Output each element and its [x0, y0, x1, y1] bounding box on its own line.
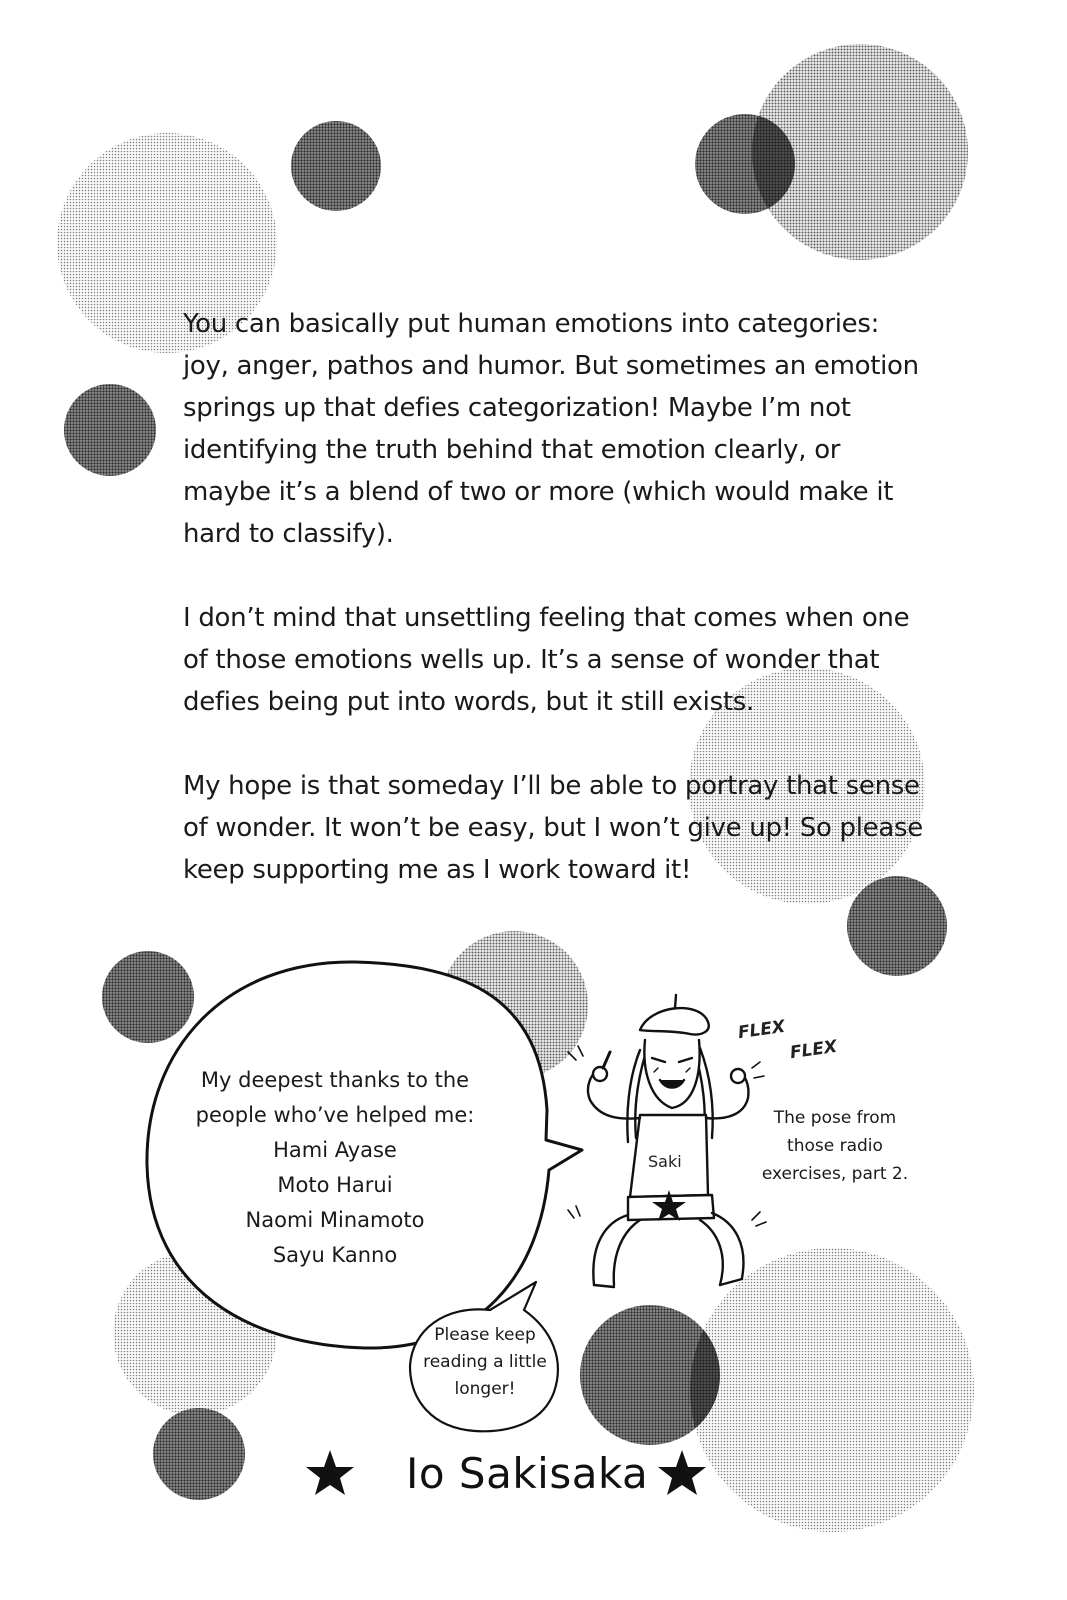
character-illustration — [568, 995, 766, 1287]
caption-line: exercises, part 2. — [761, 1164, 909, 1184]
helper-name: Naomi Minamoto — [245, 1208, 425, 1232]
caption-line: The pose from — [773, 1108, 897, 1128]
sfx-flex: FLEX — [788, 1036, 839, 1064]
small-bubble-line: longer! — [454, 1379, 516, 1399]
star-icon — [306, 1450, 354, 1495]
helper-name: Hami Ayase — [273, 1138, 397, 1162]
thanks-line: My deepest thanks to the — [200, 1068, 470, 1092]
paragraph: You can basically put human emotions into categories: joy, anger, pathos and humor. But sometimes an emotion springs up that defies categorization! Maybe I’m not identifying the truth behind that emotion clearly, or maybe it’s a blend of two or more (which would make it hard to classify). — [183, 309, 919, 549]
thanks-line: people who’ve helped me: — [195, 1103, 475, 1127]
paragraph: I don’t mind that unsettling feeling that comes when one of those emotions wells up. It’s a sense of wonder that defies being put into words, but it still exists. — [183, 603, 910, 717]
small-bubble-line: Please keep — [434, 1325, 536, 1345]
afterword-body — [183, 303, 923, 933]
halftone-circle — [690, 1248, 974, 1532]
helper-name: Moto Harui — [277, 1173, 393, 1197]
small-bubble-text — [410, 1322, 560, 1403]
sfx-flex: FLEX — [736, 1016, 787, 1044]
small-bubble-line: reading a little — [423, 1352, 547, 1372]
caption-line: those radio — [787, 1136, 883, 1156]
halftone-circle — [153, 1408, 245, 1500]
star-icon — [658, 1450, 706, 1495]
speech-bubble-text — [175, 1063, 495, 1273]
halftone-circle — [291, 121, 381, 211]
helper-name: Sayu Kanno — [272, 1243, 398, 1267]
halftone-circle — [64, 384, 156, 476]
paragraph: My hope is that someday I’ll be able to portray that sense of wonder. It won’t be easy, but I won’t give up! So please keep supporting me as I work toward it! — [183, 771, 923, 885]
illustration-caption — [755, 1104, 915, 1188]
author-signature: Io Sakisaka — [406, 1449, 649, 1498]
halftone-circle — [102, 951, 194, 1043]
shirt-label: Saki — [648, 1152, 682, 1171]
